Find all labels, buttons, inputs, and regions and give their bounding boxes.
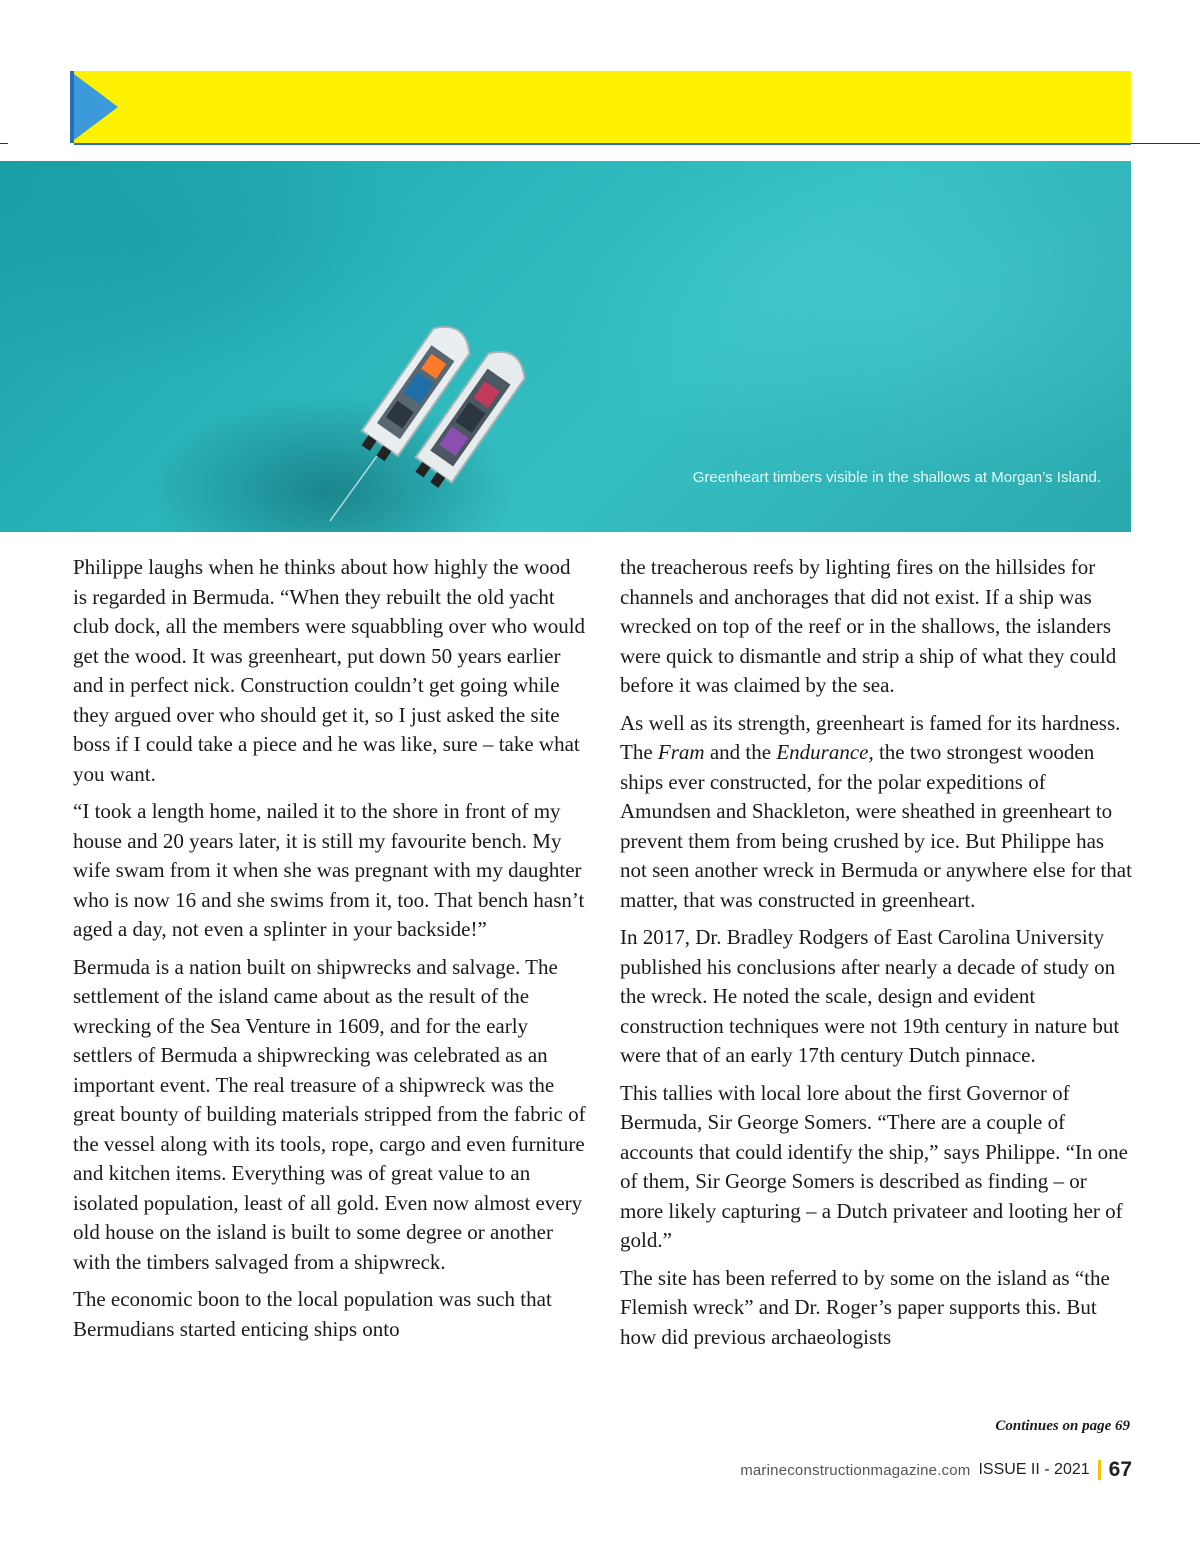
text-run: and the	[704, 740, 777, 764]
paragraph: The economic boon to the local population was such that Bermudians started enticing ships onto	[73, 1287, 552, 1341]
ship-name-endurance: Endurance	[776, 740, 869, 764]
section-header-bar	[70, 71, 1131, 143]
paragraph: This tallies with local lore about the first Governor of Bermuda, Sir George Somers. “There are a couple of accounts that could identify the ship,” says Philippe. “In one of them, Sir George Somers is described as finding – or more likely capturing – a Dutch privateer and looting her of gold.”	[620, 1080, 1128, 1252]
continues-on-page-link[interactable]: Continues on page 69	[995, 1418, 1130, 1434]
aerial-boats-photo	[0, 161, 1131, 532]
paragraph: The site has been referred to by some on the island as “the Flemish wreck” and Dr. Roger’s paper supports this. But how did previous archaeologists	[620, 1265, 1110, 1349]
ship-name-fram: Fram	[657, 740, 705, 764]
footer-website[interactable]: marineconstructionmagazine.com	[740, 1461, 971, 1479]
paragraph: Bermuda is a nation built on shipwrecks and salvage. The settlement of the island came about as the result of the wrecking of the Sea Venture in 1609, and for the early settlers of Bermuda a shipwrecking was celebrated as an important event. The real treasure of a shipwreck was the great bounty of building materials stripped from the fabric of the vessel along with its tools, rope, cargo and even furniture and kitchen items. Everything was of great value to an isolated population, least of all gold. Even now almost every old house on the island is built to some degree or another with the timbers salvaged from a shipwreck.	[73, 954, 586, 1274]
page-number: 67	[1108, 1458, 1132, 1481]
paragraph: the treacherous reefs by lighting fires on the hillsides for channels and anchorages that did not exist. If a ship was wrecked on top of the reef or in the shallows, the islanders were quick to dismantle and strip a ship of what they could before it was claimed by the sea.	[620, 555, 1117, 697]
footer-issue: ISSUE II - 2021	[978, 1461, 1090, 1478]
text-run: , the two strongest wooden ships ever constructed, for the polar expeditions of Amundsen and Shackleton, were sheathed in greenheart to prevent them from being crushed by ice. But Philippe has not seen another wreck in Bermuda or anywhere else for that matter, that was constructed in greenheart.	[620, 740, 1132, 912]
article-column-right	[620, 553, 1135, 1360]
paragraph: Philippe laughs when he thinks about how highly the wood is regarded in Bermuda. “When they rebuilt the old yacht club dock, all the members were squabbling over who would get the wood. It was greenheart, put down 50 years earlier and in perfect nick. Construction couldn’t get going while they argued over who should get it, so I just asked the site boss if I could take a piece and he was like, sure – take what you want.	[73, 555, 586, 786]
paragraph	[620, 709, 1135, 916]
header-underline	[74, 143, 1131, 145]
text-run: As well as its strength, greenheart is famed for its hardness. The	[620, 710, 1121, 764]
article-column-left	[73, 553, 588, 1352]
arrow-icon	[70, 71, 118, 143]
header-rule-right	[1131, 143, 1200, 144]
photo-caption: Greenheart timbers visible in the shallows at Morgan’s Island.	[692, 469, 1101, 486]
page-footer	[740, 1455, 1132, 1485]
footer-separator	[1098, 1460, 1101, 1480]
paragraph: “I took a length home, nailed it to the shore in front of my house and 20 years later, it is still my favourite bench. My wife swam from it when she was pregnant with my daughter who is now 16 and she swims from it, too. That bench hasn’t aged a day, not even a splinter in your backside!”	[73, 799, 585, 941]
paragraph: In 2017, Dr. Bradley Rodgers of East Carolina University published his conclusions after nearly a decade of study on the wreck. He noted the scale, design and evident construction techniques were not 19th century in nature but were that of an early 17th century Dutch pinnace.	[620, 925, 1120, 1067]
header-rule-left	[0, 143, 8, 144]
